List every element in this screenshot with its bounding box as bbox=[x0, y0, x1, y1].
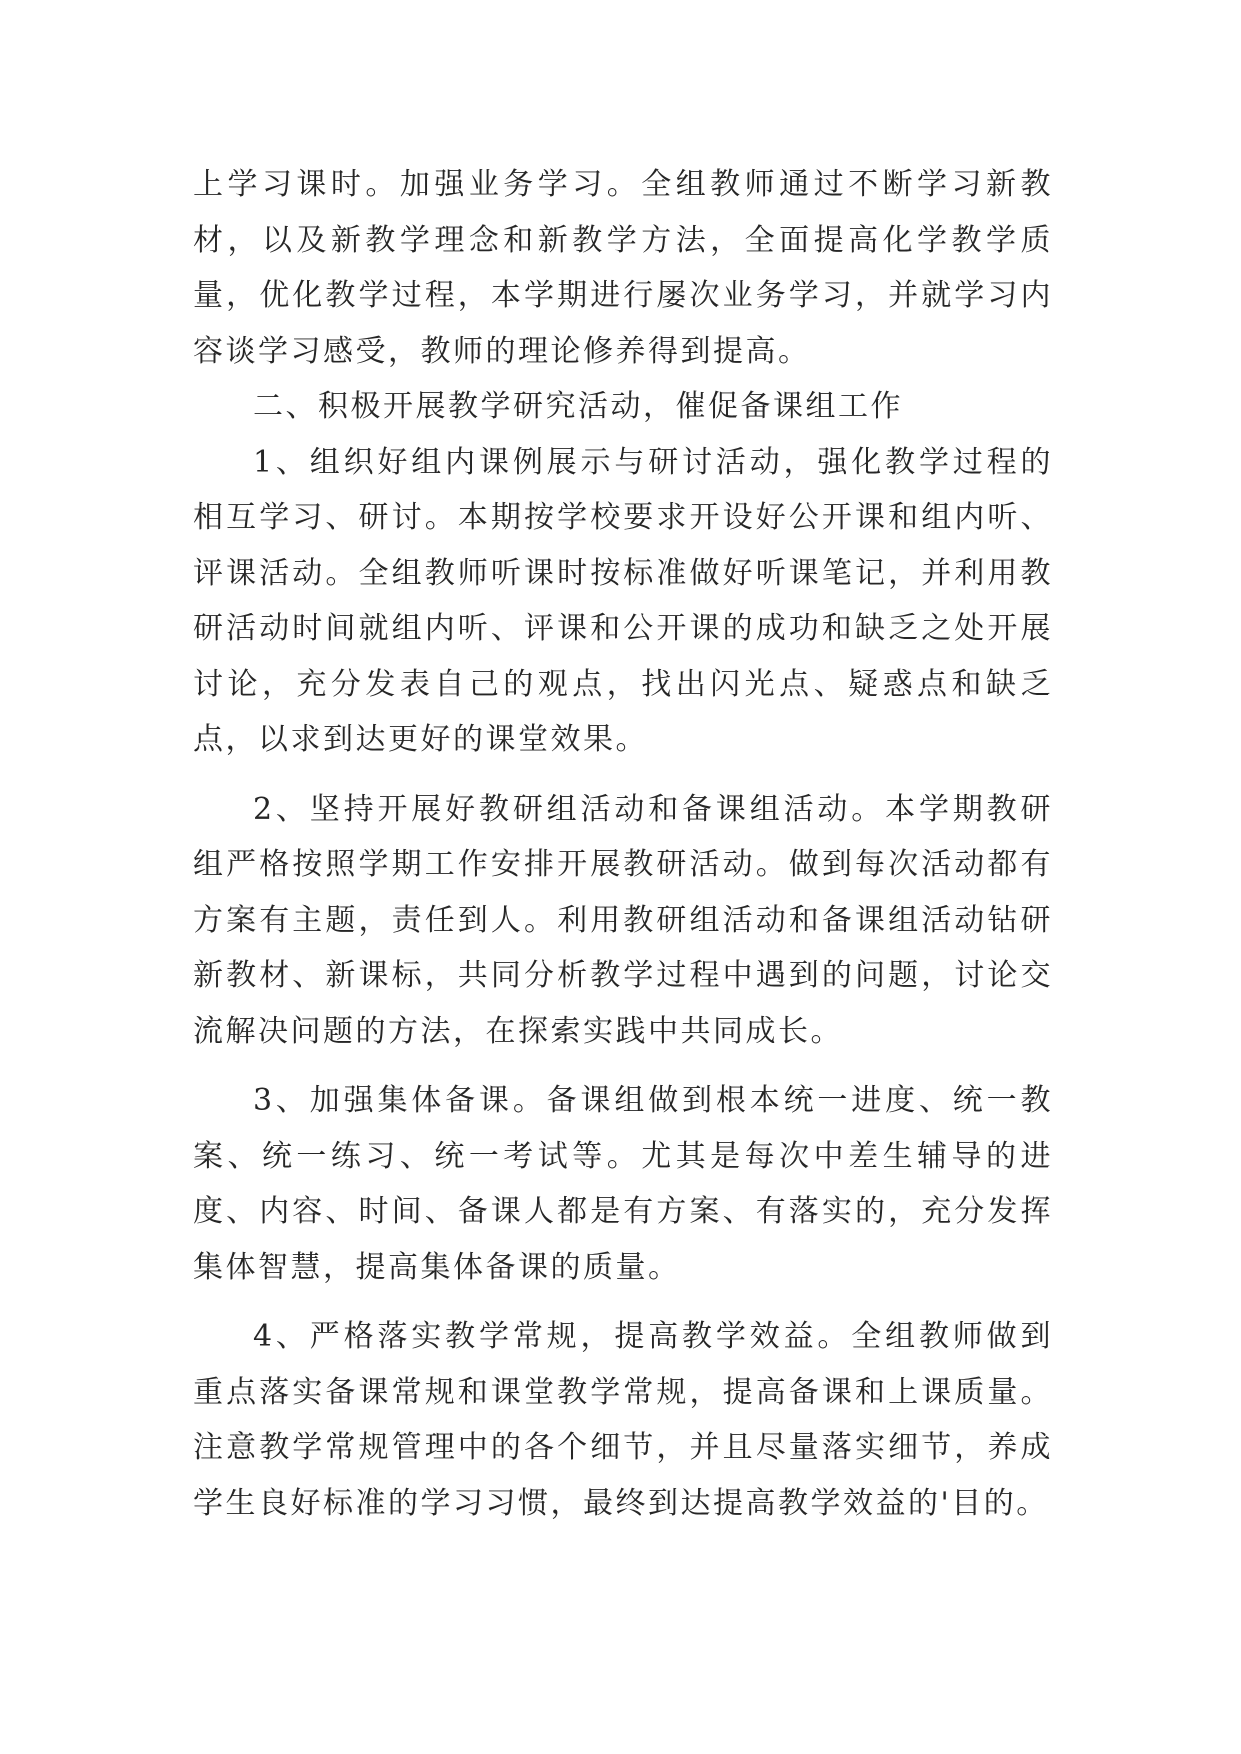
paragraph-item-1: 1、组织好组内课例展示与研讨活动，强化教学过程的相互学习、研讨。本期按学校要求开设好公开课和组内听、评课活动。全组教师听课时按标准做好听课笔记，并利用教研活动时间就组内听、评课和公开课的成功和缺乏之处开展讨论，充分发表自己的观点，找出闪光点、疑惑点和缺乏点，以求到达更好的课堂效果。 bbox=[193, 444, 1053, 757]
document-body bbox=[193, 157, 1053, 1531]
paragraph-continuation: 上学习课时。加强业务学习。全组教师通过不断学习新教材，以及新教学理念和新教学方法，全面提高化学教学质量，优化教学过程，本学期进行屡次业务学习，并就学习内容谈学习感受，教师的理论修养得到提高。 bbox=[193, 167, 1053, 369]
paragraph-item-4: 4、严格落实教学常规，提高教学效益。全组教师做到重点落实备课常规和课堂教学常规，提高备课和上课质量。注意教学常规管理中的各个细节，并且尽量落实细节，养成学生良好标准的学习习惯，最终到达提高教学效益的'目的。 bbox=[193, 1319, 1053, 1521]
paragraph-item-3: 3、加强集体备课。备课组做到根本统一进度、统一教案、统一练习、统一考试等。尤其是每次中差生辅导的进度、内容、时间、备课人都是有方案、有落实的，充分发挥集体智慧，提高集体备课的质量。 bbox=[193, 1083, 1053, 1285]
paragraph-item-2: 2、坚持开展好教研组活动和备课组活动。本学期教研组严格按照学期工作安排开展教研活动。做到每次活动都有方案有主题，责任到人。利用教研组活动和备课组活动钻研新教材、新课标，共同分析教学过程中遇到的问题，讨论交流解决问题的方法，在探索实践中共同成长。 bbox=[193, 791, 1053, 1049]
section-heading: 二、积极开展教学研究活动，催促备课组工作 bbox=[253, 389, 903, 424]
